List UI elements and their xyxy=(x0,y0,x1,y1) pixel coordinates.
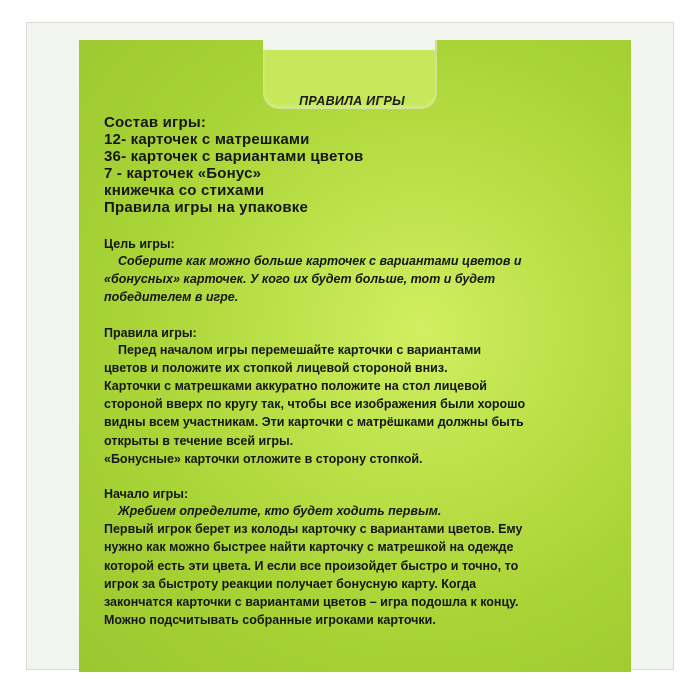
rules-text xyxy=(104,341,604,468)
rules-title: Правила игры: xyxy=(104,325,197,340)
tab-notch xyxy=(263,40,435,50)
start-line: Можно подсчитывать собранные игроками карточки. xyxy=(104,613,436,628)
start-line: игрок за быстроту реакции получает бонусную карту. Когда xyxy=(104,576,477,591)
start-line: Первый игрок берет из колоды карточку с вариантами цветов. Ему xyxy=(104,522,523,537)
components-section xyxy=(104,114,604,216)
start-line: нужно как можно быстрее найти карточку с матрешкой на одежде xyxy=(104,540,514,555)
components-item: Правила игры на упаковке xyxy=(104,199,309,216)
rules-line: стороной вверх по кругу так, чтобы все изображения были хорошо xyxy=(104,397,526,412)
goal-line: «бонусных» карточек. У кого их будет больше, тот и будет xyxy=(104,272,496,287)
start-line: закончатся карточки с вариантами цветов – игра подошла к концу. xyxy=(104,595,519,610)
components-item: 7 - карточек «Бонус» xyxy=(104,165,262,182)
components-item: 36- карточек с вариантами цветов xyxy=(104,148,364,165)
goal-line: Соберите как можно больше карточек с вариантами цветов и xyxy=(118,254,522,268)
goal-line: победителем в игре. xyxy=(104,290,239,305)
start-line: которой есть эти цвета. И если все произойдет быстро и точно, то xyxy=(104,558,519,573)
components-item: 12- карточек с матрешками xyxy=(104,131,310,148)
rules-line: Карточки с матрешками аккуратно положите на стол лицевой xyxy=(104,379,487,394)
goal-text xyxy=(104,252,604,307)
start-title: Начало игры: xyxy=(104,487,189,502)
rules-line: открыты в течение всей игры. xyxy=(104,433,294,448)
rules-line: Перед началом игры перемешайте карточки с вариантами xyxy=(118,342,482,357)
goal-title: Цель игры: xyxy=(104,237,175,251)
components-title: Состав игры: xyxy=(104,114,207,131)
start-text xyxy=(104,502,604,629)
rules-line: «Бонусные» карточки отложите в сторону стопкой. xyxy=(104,451,423,466)
rules-line: цветов и положите их стопкой лицевой стороной вниз. xyxy=(104,360,448,375)
rules-content xyxy=(104,114,604,629)
components-item: книжечка со стихами xyxy=(104,182,265,199)
rules-line: видны всем участникам. Эти карточки с матрёшками должны быть xyxy=(104,415,524,430)
start-intro: Жребием определите, кто будет ходить первым. xyxy=(118,504,442,519)
rules-heading: ПРАВИЛА ИГРЫ xyxy=(299,94,405,108)
